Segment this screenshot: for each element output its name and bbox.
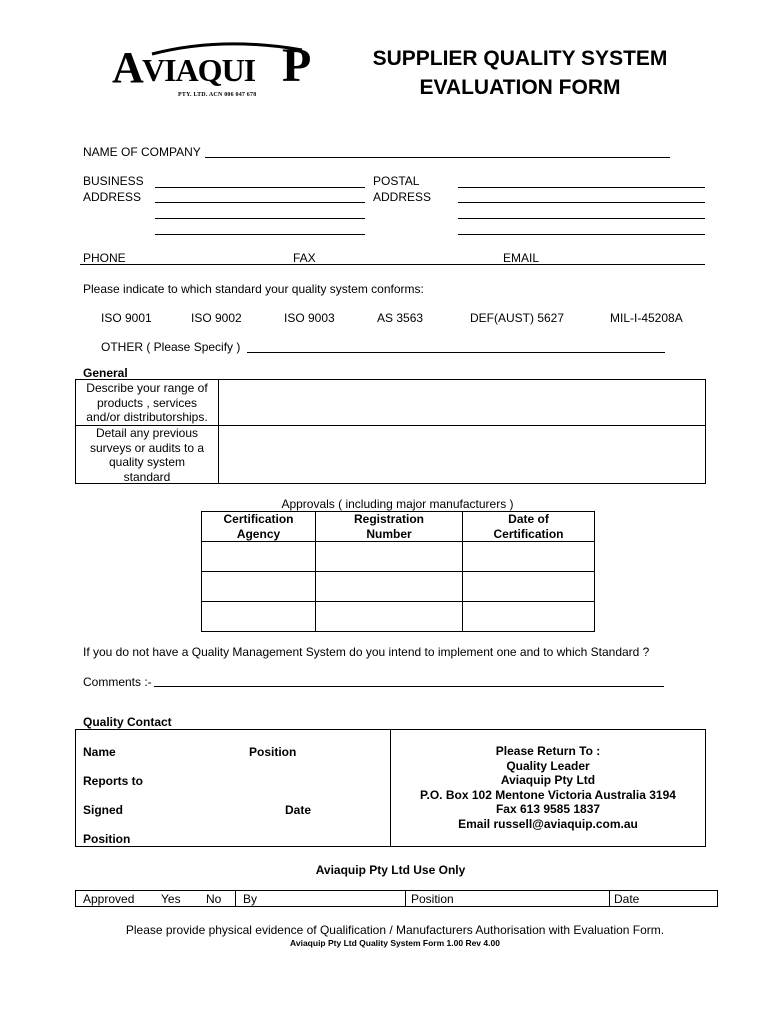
logo-wordmark: VIAQUI bbox=[142, 52, 256, 88]
return-address-block bbox=[391, 744, 705, 832]
approvals-caption: Approvals ( including major manufacturers ) bbox=[281, 497, 514, 511]
approval-row-2[interactable] bbox=[202, 572, 594, 600]
registration-number-header: Registration Number bbox=[353, 512, 424, 541]
previous-surveys-label: Detail any previous surveys or audits to a quality system standard bbox=[89, 426, 205, 484]
range-description-input[interactable] bbox=[220, 381, 704, 424]
footer-note: Please provide physical evidence of Qualification / Manufacturers Authorisation with Evaluation Form. bbox=[125, 923, 665, 937]
return-to-po-box: P.O. Box 102 Mentone Victoria Australia 3194 bbox=[420, 787, 676, 802]
business-address-line-4[interactable] bbox=[155, 234, 365, 235]
company-name-label: NAME OF COMPANY bbox=[83, 145, 201, 159]
signed-date-label[interactable]: Date bbox=[285, 803, 312, 817]
company-logo bbox=[112, 40, 327, 102]
standard-option-iso-9003[interactable]: ISO 9003 bbox=[284, 311, 335, 325]
office-use-heading: Aviaquip Pty Ltd Use Only bbox=[315, 863, 466, 877]
signed-label[interactable]: Signed bbox=[83, 803, 124, 817]
office-yes-option[interactable]: Yes bbox=[161, 892, 181, 906]
standard-option-def-aust-5627[interactable]: DEF(AUST) 5627 bbox=[470, 311, 565, 325]
comments-field[interactable] bbox=[154, 686, 664, 687]
business-address-line-1[interactable] bbox=[155, 187, 365, 188]
office-use-divider-2 bbox=[405, 890, 406, 907]
return-to-fax: Fax 613 9585 1837 bbox=[495, 802, 601, 817]
business-address-line-2[interactable] bbox=[155, 202, 365, 203]
postal-address-line-4[interactable] bbox=[458, 234, 705, 235]
logo-subline: PTY. LTD. ACN 006 047 678 bbox=[178, 92, 257, 98]
email-label: EMAIL bbox=[503, 251, 540, 265]
reports-to-label[interactable]: Reports to bbox=[83, 774, 143, 788]
general-table-divider bbox=[218, 379, 219, 484]
form-identifier: Aviaquip Pty Ltd Quality System Form 1.00 Rev 4.00 bbox=[290, 938, 500, 948]
return-to-email[interactable]: Email russell@aviaquip.com.au bbox=[458, 816, 638, 831]
other-standard-field[interactable] bbox=[247, 352, 665, 353]
title-line-1: SUPPLIER QUALITY SYSTEM bbox=[372, 47, 668, 70]
contact-name-label[interactable]: Name bbox=[83, 745, 116, 759]
business-address-label-2: ADDRESS bbox=[83, 190, 142, 204]
certification-agency-header: Certification Agency bbox=[223, 512, 294, 541]
qms-question: If you do not have a Quality Management System do you intend to implement one and to which Standard ? bbox=[83, 645, 650, 659]
office-position-field[interactable]: Position bbox=[411, 892, 454, 906]
standard-option-as-3563[interactable]: AS 3563 bbox=[377, 311, 424, 325]
postal-address-line-3[interactable] bbox=[458, 218, 705, 219]
approval-row-3[interactable] bbox=[202, 602, 594, 631]
standard-option-iso-9002[interactable]: ISO 9002 bbox=[191, 311, 242, 325]
form-title bbox=[340, 44, 700, 102]
date-of-certification-header: Date of Certification bbox=[493, 512, 564, 541]
standards-prompt: Please indicate to which standard your quality system conforms: bbox=[83, 282, 424, 296]
office-use-divider-1 bbox=[235, 890, 236, 907]
logo-letter-p: P bbox=[282, 39, 311, 92]
comments-label: Comments :- bbox=[83, 675, 152, 689]
company-name-field[interactable] bbox=[205, 157, 670, 158]
office-use-divider-3 bbox=[609, 890, 610, 907]
office-by-field[interactable]: By bbox=[243, 892, 258, 906]
previous-surveys-input[interactable] bbox=[220, 427, 704, 483]
return-to-heading: Please Return To : bbox=[495, 744, 601, 758]
phone-label: PHONE bbox=[83, 251, 126, 265]
postal-address-line-2[interactable] bbox=[458, 202, 705, 203]
postal-address-label-1: POSTAL bbox=[373, 174, 420, 188]
general-heading: General bbox=[83, 366, 128, 380]
fax-label: FAX bbox=[293, 251, 316, 265]
standard-option-iso-9001[interactable]: ISO 9001 bbox=[101, 311, 152, 325]
range-description-label: Describe your range of products , services and/or distributorships. bbox=[86, 381, 208, 424]
quality-contact-heading: Quality Contact bbox=[83, 715, 172, 729]
title-line-2: EVALUATION FORM bbox=[419, 76, 621, 99]
phone-fax-email-field[interactable] bbox=[80, 264, 705, 265]
postal-address-label-2: ADDRESS bbox=[373, 190, 432, 204]
logo-letter-a: A bbox=[112, 43, 143, 92]
signed-position-label[interactable]: Position bbox=[83, 832, 131, 846]
business-address-line-3[interactable] bbox=[155, 218, 365, 219]
postal-address-line-1[interactable] bbox=[458, 187, 705, 188]
business-address-label-1: BUSINESS bbox=[83, 174, 144, 188]
other-standard-label: OTHER ( Please Specify ) bbox=[101, 340, 241, 354]
office-approved-label: Approved bbox=[83, 892, 135, 906]
contact-position-label[interactable]: Position bbox=[249, 745, 297, 759]
return-to-recipient: Quality Leader bbox=[506, 758, 590, 773]
return-to-company: Aviaquip Pty Ltd bbox=[500, 773, 596, 788]
office-no-option[interactable]: No bbox=[206, 892, 222, 906]
office-date-field[interactable]: Date bbox=[614, 892, 640, 906]
approval-row-1[interactable] bbox=[202, 542, 594, 570]
standard-option-mil-i-45208a[interactable]: MIL-I-45208A bbox=[610, 311, 683, 325]
